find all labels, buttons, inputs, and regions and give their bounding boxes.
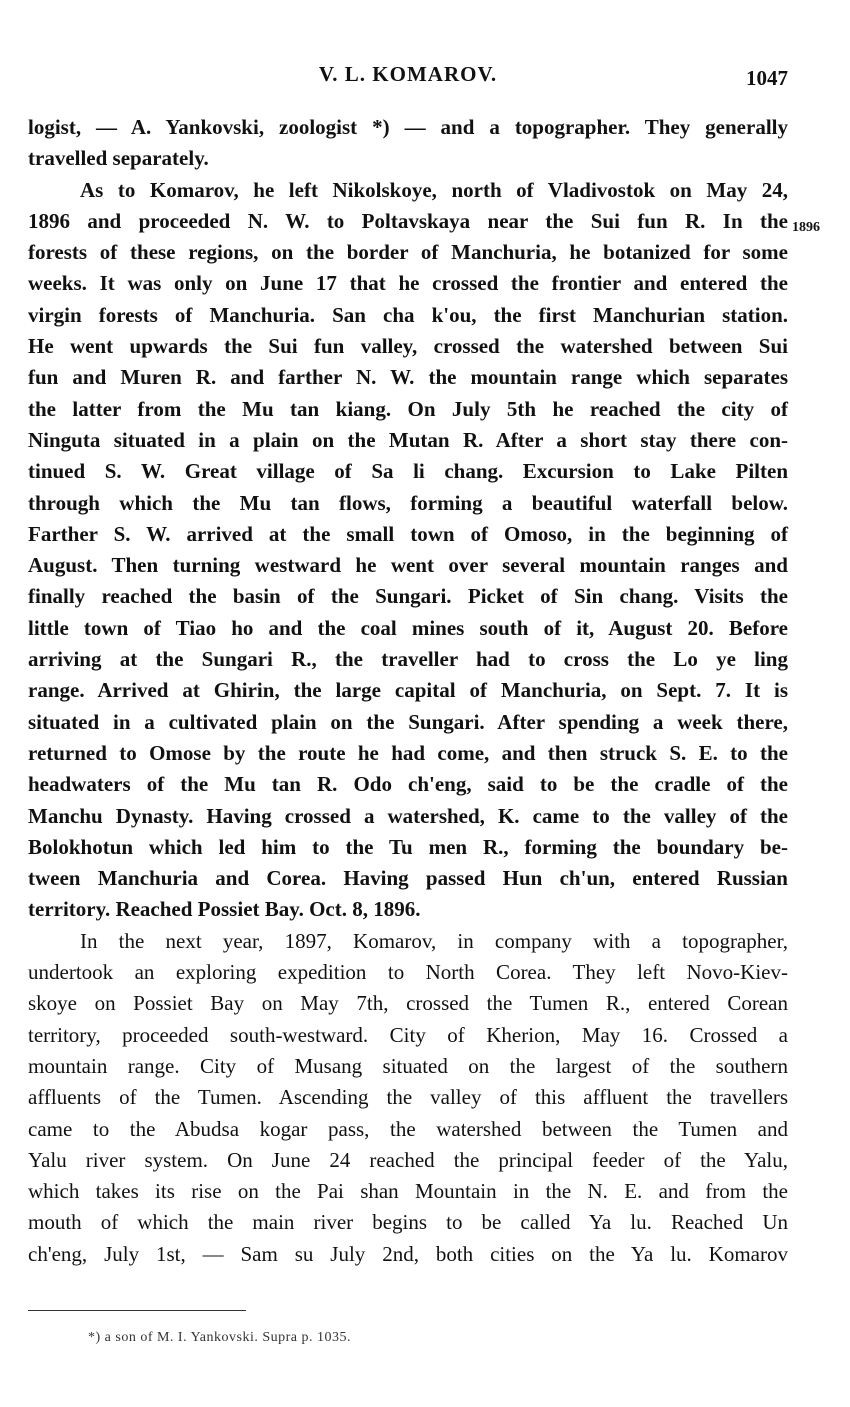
text-line: Yalu river system. On June 24 reached the principal feeder of the Yalu, <box>28 1147 788 1172</box>
text-line: August. Then turning westward he went over several mountain ranges and <box>28 553 788 578</box>
page-body <box>28 112 788 1270</box>
text-line: came to the Abudsa kogar pass, the watershed between the Tumen and <box>28 1116 788 1141</box>
text-line: fun and Muren R. and farther N. W. the mountain range which separates <box>28 365 788 390</box>
text-line: travelled separately. <box>28 146 209 171</box>
text-line: Manchu Dynasty. Having crossed a watershed, K. came to the valley of the <box>28 803 788 828</box>
footnote: *) a son of M. I. Yankovski. Supra p. 1035. <box>88 1330 351 1345</box>
text-line: forests of these regions, on the border of Manchuria, he botanized for some <box>28 240 788 265</box>
text-line: tween Manchuria and Corea. Having passed Hun ch'un, entered Russian <box>28 866 788 891</box>
text-line: tinued S. W. Great village of Sa li chang. Excursion to Lake Pilten <box>28 459 788 484</box>
text-line: ch'eng, July 1st, — Sam su July 2nd, both cities on the Ya lu. Komarov <box>28 1241 788 1266</box>
page-header <box>28 52 788 92</box>
text-line: arriving at the Sungari R., the traveller had to cross the Lo ye ling <box>28 647 788 672</box>
text-line: As to Komarov, he left Nikolskoye, north of Vladivostok on May 24, <box>80 177 788 202</box>
text-line: affluents of the Tumen. Ascending the valley of this affluent the travellers <box>28 1085 788 1110</box>
text-line: range. Arrived at Ghirin, the large capital of Manchuria, on Sept. 7. It is <box>28 678 788 703</box>
running-head: V. L. KOMAROV. <box>318 62 498 86</box>
text-line: logist, — A. Yankovski, zoologist *) — and a topographer. They generally <box>28 115 788 139</box>
text-line: through which the Mu tan flows, forming a beautiful waterfall below. <box>28 490 788 515</box>
text-line: little town of Tiao ho and the coal mines south of it, August 20. Before <box>28 615 788 640</box>
text-line: territory, proceeded south-westward. City of Kherion, May 16. Crossed a <box>28 1022 788 1047</box>
text-line: Ninguta situated in a plain on the Mutan R. After a short stay there con- <box>28 427 788 452</box>
margin-year-note: 1896 <box>792 220 820 235</box>
text-line: He went upwards the Sui fun valley, crossed the watershed between Sui <box>28 334 788 359</box>
text-line: the latter from the Mu tan kiang. On July 5th he reached the city of <box>28 396 788 421</box>
text-line: In the next year, 1897, Komarov, in company with a topographer, <box>80 928 788 953</box>
text-line: virgin forests of Manchuria. San cha k'ou, the first Manchurian station. <box>28 302 788 327</box>
text-line: finally reached the basin of the Sungari. Picket of Sin chang. Visits the <box>28 584 788 609</box>
text-line: which takes its rise on the Pai shan Mountain in the N. E. and from the <box>28 1179 788 1204</box>
text-line: headwaters of the Mu tan R. Odo ch'eng, said to be the cradle of the <box>28 772 788 797</box>
text-line: undertook an exploring expedition to North Corea. They left Novo-Kiev- <box>28 960 788 985</box>
text-line: Farther S. W. arrived at the small town of Omoso, in the beginning of <box>28 521 788 546</box>
text-line: skoye on Possiet Bay on May 7th, crossed the Tumen R., entered Corean <box>28 991 788 1016</box>
page-number: 1047 <box>746 66 788 90</box>
text-line: Bolokhotun which led him to the Tu men R., forming the boundary be- <box>28 834 788 859</box>
text-line: mountain range. City of Musang situated on the largest of the southern <box>28 1053 788 1078</box>
text-line: weeks. It was only on June 17 that he crossed the frontier and entered the <box>28 271 788 296</box>
text-line: territory. Reached Possiet Bay. Oct. 8, 1896. <box>28 897 421 922</box>
text-line: returned to Omose by the route he had come, and then struck S. E. to the <box>28 740 788 765</box>
footnote-rule <box>28 1310 246 1311</box>
text-line: situated in a cultivated plain on the Sungari. After spending a week there, <box>28 709 788 734</box>
text-line: 1896 and proceeded N. W. to Poltavskaya near the Sui fun R. In the <box>28 208 788 233</box>
text-line: mouth of which the main river begins to be called Ya lu. Reached Un <box>28 1210 788 1235</box>
